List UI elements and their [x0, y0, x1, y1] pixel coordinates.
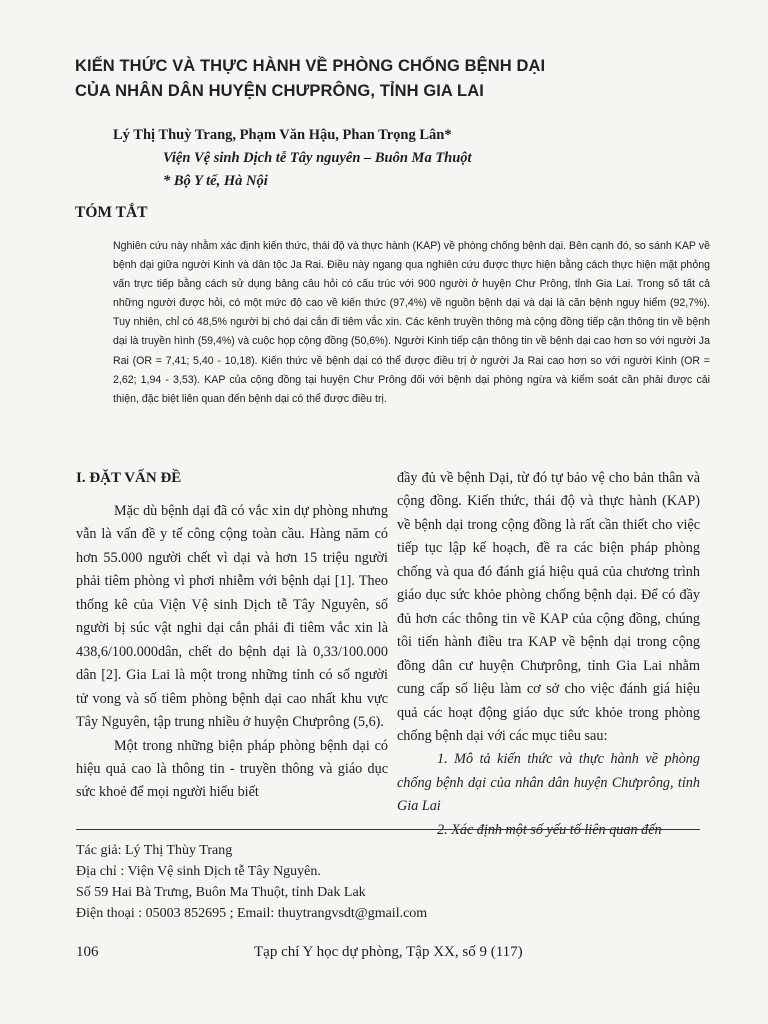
author-block: [113, 124, 713, 193]
objective-1: 1. Mô tả kiến thức và thực hành về phòng chống bệnh dại của nhân dân huyện Chưprông, tỉnh Gia Lai: [397, 751, 700, 815]
author-names: Lý Thị Thuỳ Trang, Phạm Văn Hậu, Phan Trọng Lân*: [113, 127, 452, 143]
journal-name: Tạp chí Y học dự phòng, Tập XX, số 9 (117): [254, 944, 523, 960]
abstract-text: Nghiên cứu này nhằm xác định kiến thức, thái độ và thực hành (KAP) về phòng chống bệnh dại. Bên cạnh đó, so sánh KAP về bệnh dại giữa người Kinh và dân tộc Ja Rai. Điều này ngang qua nghiên cứu được thực hiện bằng cách thực hiện mặt phỏng vấn trực tiếp bằng cách sử dụng bảng câu hỏi có cấu trúc với 900 người ở huyện Chư Prông, tỉnh Gia Lai. Trong số tất cả những người được hỏi, có một mức độ cao về kiến thức (97,4%) về nguồn bệnh dại và dại là căn bệnh nguy hiểm (92,7%). Tuy nhiên, chỉ có 48,5% người bị chó dại cắn đi tiêm vắc xin. Các kênh truyền thông mà cộng đồng tiếp cận thông tin về bệnh dại là truyền hình (59,4%) và cuộc họp cộng đồng (50,6%). Người Kinh tiếp cận thông tin về bệnh dại cao hơn so với người Ja Rai (OR = 7,41; 5,40 - 10,18). Kiến thức về bệnh dại có thể được điều trị ở người Ja Rai cao hơn so với người Kinh (OR = 2,62; 1,94 - 3,53). KAP của cộng đồng tại huyện Chư Prông đối với bệnh dại phòng ngừa và kiểm soát cần phải được cải thiện, đặc biệt liên quan đến bệnh dại có thể được điều trị.: [113, 240, 710, 405]
column-left: [76, 467, 388, 805]
page-number: 106: [76, 944, 99, 960]
section-heading: I. ĐẶT VẤN ĐỀ: [76, 470, 182, 486]
intro-paragraph-3: đầy đủ về bệnh Dại, từ đó tự bảo vệ cho bản thân và cộng đồng. Kiến thức, thái độ và thực hành (KAP) về bệnh dại trong cộng đồng là rất cần thiết cho việc tiếp tục lập kế hoạch, đề ra các biện pháp phòng chống và qua đó đánh giá hiệu quả của chương trình giáo dục sức khỏe phòng chống bệnh dại. Để có đầy đủ hơn các thông tin về KAP của cộng đồng, chúng tôi tiến hành điều tra KAP về bệnh dại trong cộng đồng dân cư huyện Chưprông, tỉnh Gia Lai nhằm cung cấp số liệu làm cơ sở cho việc đánh giá hiệu quả các hoạt động giáo dục sức khỏe trong phòng chống bệnh dại với các mục tiêu sau:: [397, 470, 700, 744]
title-line-2: CỦA NHÂN DÂN HUYỆN CHƯPRÔNG, TỈNH GIA LAI: [75, 82, 484, 100]
intro-paragraph-1: Mặc dù bệnh dại đã có vắc xin dự phòng nhưng vẫn là vấn đề y tế công cộng toàn cầu. Hàng năm có hơn 55.000 người chết vì dại và hơn 15 triệu người phải tiêm phòng vì phơi nhiễm với bệnh dại [1]. Theo thống kê của Viện Vệ sinh Dịch tễ Tây Nguyên, số người bị súc vật nghi dại cắn phải đi tiêm vắc xin là 438,6/100.000dân, chết do bệnh dại là 0,33/100.000 dân [2]. Gia Lai là một trong những tỉnh có số người tử vong và số tiêm phòng bệnh dại cao nhất khu vực Tây Nguyên, tập trung nhiều ở huyện Chưprông (5,6).: [76, 503, 388, 731]
affiliation-1: Viện Vệ sinh Dịch tễ Tây nguyên – Buôn Ma Thuột: [163, 150, 472, 166]
footnote-address-1: Địa chỉ : Viện Vệ sinh Dịch tễ Tây Nguyên.: [76, 864, 321, 879]
footnote-address-2: Số 59 Hai Bà Trưng, Buôn Ma Thuột, tỉnh Dak Lak: [76, 885, 366, 900]
footnote-contact: Điện thoại : 05003 852695 ; Email: thuytrangvsdt@gmail.com: [76, 906, 428, 921]
abstract-heading: TÓM TẮT: [75, 204, 148, 221]
footnote-divider: [76, 829, 700, 830]
footnote-author: Tác giả: Lý Thị Thùy Trang: [76, 843, 233, 858]
author-footnote: [76, 840, 696, 924]
title-line-1: KIẾN THỨC VÀ THỰC HÀNH VỀ PHÒNG CHỐNG BỆNH DẠI: [75, 57, 546, 75]
objective-2: 2. Xác định một số yếu tố liên quan đến: [437, 821, 662, 838]
affiliation-2: * Bộ Y tế, Hà Nội: [163, 173, 268, 189]
column-right: [397, 467, 700, 842]
paper-title: [75, 54, 715, 104]
intro-paragraph-2: Một trong những biện pháp phòng bệnh dại có hiệu quả cao là thông tin - truyền thông và giáo dục sức khoẻ để mọi người hiểu biết: [76, 737, 388, 801]
